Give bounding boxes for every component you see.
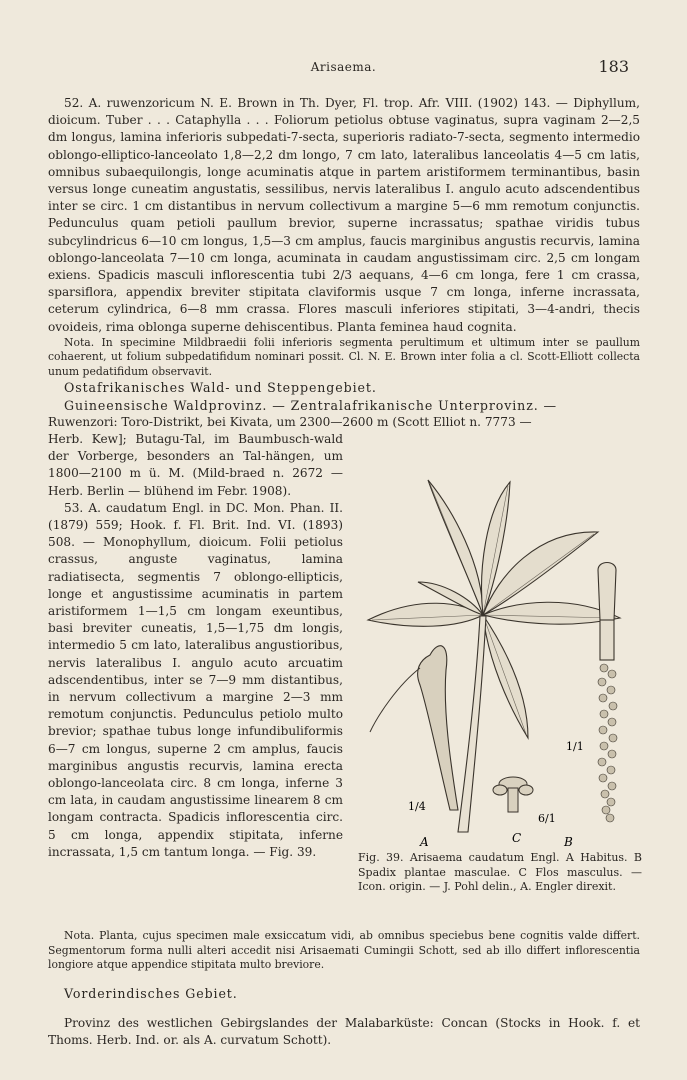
- bottom-text: [48, 928, 640, 1061]
- figure-label-a: A: [420, 835, 429, 849]
- entry-53-region: Vorderindisches Gebiet.: [64, 986, 238, 1002]
- running-title: Arisaema.: [310, 60, 377, 74]
- spathe-icon: [418, 646, 458, 810]
- spathe-tail-icon: [370, 668, 420, 732]
- spadix-flowers-icon: [598, 664, 617, 822]
- figure-label-b: B: [564, 835, 573, 849]
- entry-52-note: Nota. In specimine Mildbraedii folii inferioris segmenta perultimum et ultimum inter se paullum cohaerent, ut folium subpedatifidum nominari possit. Cl. N. E. Brown inter folia a cl. Scott-Elliott collecta unum pedatifidum observavit.: [48, 335, 640, 378]
- arisaema-illustration: [358, 470, 648, 850]
- figure-label-c: C: [512, 831, 522, 845]
- entry-52-region: Ostafrikanisches Wald- und Steppengebiet.: [64, 380, 377, 396]
- entry-53-province: Provinz des westlichen Gebirgslandes der Malabarküste: Concan (Stocks in Hook. f. et Thoms. Herb. Ind. or. als A. curvatum Schott).: [48, 1015, 640, 1048]
- entry-52-locality: Ruwenzori: Toro-Distrikt, bei Kivata, um 2300—2600 m (Scott Elliot n. 7773 —: [48, 414, 532, 429]
- male-flower-icon: [493, 777, 533, 812]
- entry-52-locality-continued: Herb. Kew]; Butagu-Tal, im Baumbusch-wald der Vorberge, besonders an Tal-hängen, um 1800—2100 m ü. M. (Mild-braed n. 2672 — Herb. Berlin — blühend im Febr. 1908).: [48, 431, 343, 498]
- figure-39: [358, 470, 648, 910]
- page-header: [48, 57, 639, 80]
- figure-caption: Fig. 39. Arisaema caudatum Engl. A Habitus. B Spadix plantae masculae. C Flos masculus. — Icon. origin. — J. Pohl delin., A. Engler direxit.: [358, 851, 642, 893]
- figure-scale-b: 1/1: [566, 740, 584, 753]
- figure-scale-a: 1/4: [408, 800, 426, 813]
- spadix-appendix-icon: [598, 563, 616, 621]
- figure-scale-c: 6/1: [538, 812, 556, 825]
- entry-53-description: 53. A. caudatum Engl. in DC. Mon. Phan. II. (1879) 559; Hook. f. Fl. Brit. Ind. VI. (1893) 508. — Monophyllum, dioicum. Folii petiolus crassus, anguste vaginatus, lamina radiatisecta, segmentis 7 oblongo-ellipticis, longe et angustissime acuminatis in partem aristiformem 1—1,5 cm longam exeuntibus, basi breviter cuneatis, 1,5—1,75 dm longis, intermedio 5 cm lato, lateralibus angustioribus, nervis lateralibus I. angulo acuto arcuatim adscendentibus, inter se 7—9 mm distantibus, in nervum collectivum a margine 2—3 mm remotum conjunctis. Pedunculus petiolo multo brevior; spathae tubus longe infundibuliformis 6—7 cm longus, superne 2 cm amplus, faucis marginibus angustis recurvis, lamina erecta oblongo-lanceolata circ. 8 cm longa, inferne 3 cm lata, in caudam angustissime linearem 8 cm longam contracta. Spadicis inflorescentia circ. 5 cm longa, appendix stipitata, inferne incrassata, 1,5 cm tantum longa. — Fig. 39.: [48, 500, 343, 859]
- entry-52-province: Guineensische Waldprovinz. — Zentralafrikanische Unterprovinz. —: [64, 397, 558, 413]
- left-column: [48, 431, 343, 861]
- petiole-icon: [458, 616, 486, 832]
- page-number: 183: [598, 57, 629, 76]
- entry-53-note: Nota. Planta, cujus specimen male exsiccatum vidi, ab omnibus speciebus bene cognitis valde differt. Segmentorum forma nulli alteri accedit nisi Arisaemati Cumingii Schott, sed ab illo differt inflorescentia longiore atque appendice stipitata multo breviore.: [48, 929, 640, 971]
- entry-52-description: 52. A. ruwenzoricum N. E. Brown in Th. Dyer, Fl. trop. Afr. VIII. (1902) 143. — Diphyllum, dioicum. Tuber . . . Cataphylla . . . Foliorum petiolus obtuse vaginatus, supra vaginam 2—2,5 dm longus, lamina inferioris subpedati-7-secta, superioris radiato-7-secta, segmento intermedio oblongo-elliptico-lanceolato 1,8—2,2 dm longo, 7 cm lato, lateralibus lanceolatis 4—5 cm latis, omnibus subaequilongis, longe acuminatis atque in partem aristiformem terminantibus, basin versus longe cuneatim angustatis, sessilibus, nervis lateralibus I. angulo acuto adscendentibus inter se circ. 1 cm distantibus in nervum collectivum a margine 5—6 mm remotum conjunctis. Pedunculus quam petioli paullum brevior, superne incrassatus; spathae viridis tubus subcylindricus 6—10 cm longus, 1,5—3 cm amplus, faucis marginibus angustis recurvis, lamina oblongo-lanceolata 7—10 cm longa, acuminata in caudam angustissimam circ. 2,5 cm longam exiens. Spadicis masculi inflorescentia tubi 2/3 aequans, 4—6 cm longa, fere 1 cm crassa, sparsiflora, appendix breviter stipitata claviformis usque 7 cm longa, inferne incrassata, ceterum cylindrica, 6—8 mm crassa. Flores masculi inferiores stipitati, 3—4-andri, thecis ovoideis, rima oblonga superne dehiscentibus. Planta feminea haud cognita.: [48, 96, 640, 334]
